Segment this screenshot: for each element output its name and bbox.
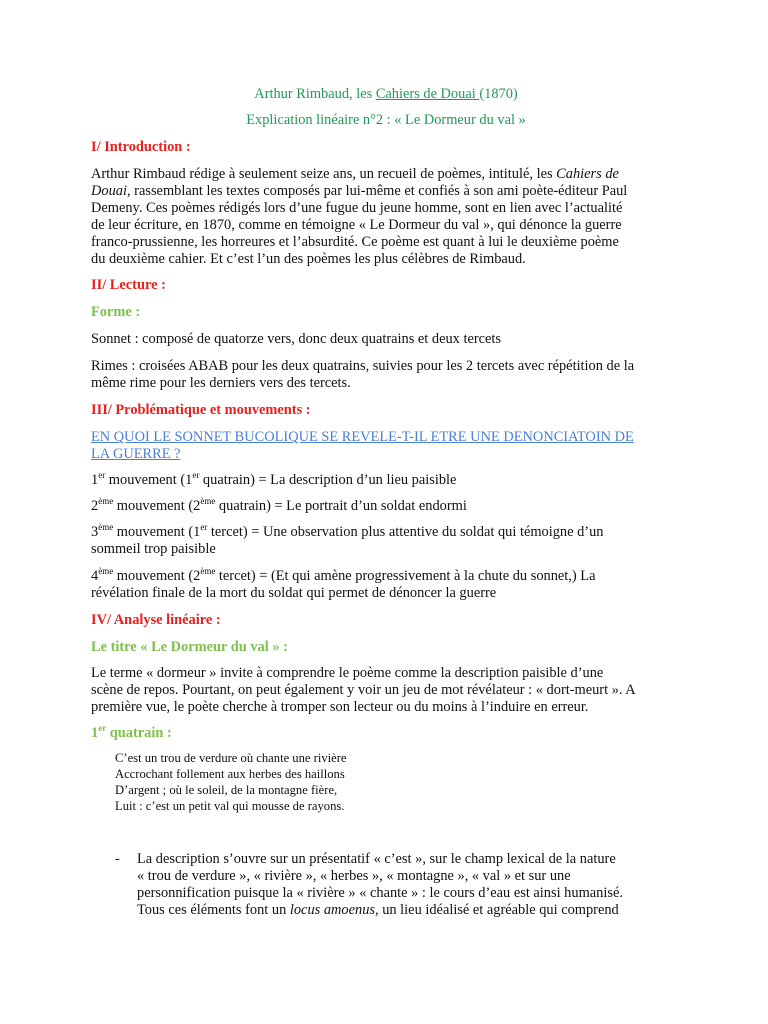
problematique-question[interactable]: LA GUERRE ? (91, 446, 181, 462)
heading-analyse: IV/ Analyse linéaire : (91, 612, 221, 628)
subheading-quatrain: 1er quatrain : (91, 723, 172, 741)
analysis-line: La description s’ouvre sur un présentatif « c’est », sur le champ lexical de la nature (137, 851, 616, 867)
titre-line: première vue, le poète cherche à tromper son lecteur ou du moins à l’induire en erreur. (91, 699, 589, 715)
subheading-titre: Le titre « Le Dormeur du val » : (91, 639, 288, 655)
mouvement-3-cont: sommeil trop paisible (91, 541, 216, 557)
document-subtitle: Explication linéaire n°2 : « Le Dormeur du val » (246, 112, 526, 128)
analysis-line: « trou de verdure », « rivière », « herbes », « montagne », « val » et sur une (137, 868, 571, 884)
mouvement-4-cont: révélation finale de la mort du soldat qui permet de dénoncer la guerre (91, 585, 497, 601)
poem-verse: C’est un trou de verdure où chante une rivière (115, 751, 347, 765)
mouvement-3: 3ème mouvement (1er tercet) = Une observation plus attentive du soldat qui témoigne d’un (91, 522, 604, 540)
heading-lecture: II/ Lecture : (91, 277, 166, 293)
poem-verse: Luit : c’est un petit val qui mousse de rayons. (115, 799, 345, 813)
intro-line: de leur écriture, en 1870, comme en témoigne « Le Dormeur du val », qui dénonce la guerre (91, 217, 622, 233)
document-title: Arthur Rimbaud, les Cahiers de Douai (1870) (254, 86, 518, 102)
intro-line: Demeny. Ces poèmes rédigés lors d’une fugue du jeune homme, sont en lien avec l’actualité (91, 200, 623, 216)
subheading-forme: Forme : (91, 304, 141, 320)
title-link[interactable]: Cahiers de Douai (375, 86, 480, 102)
intro-line: franco-prussienne, les horreures et l’absurdité. Ce poème est quant à lui le deuxième poème (91, 234, 619, 250)
poem-verse: Accrochant follement aux herbes des haillons (115, 767, 345, 781)
analysis-line: Tous ces éléments font un locus amoenus, un lieu idéalisé et agréable qui comprend (137, 902, 619, 918)
titre-line: scène de repos. Pourtant, on peut également y voir un jeu de mot révélateur : « dort-meurt ». A (91, 682, 636, 698)
titre-line: Le terme « dormeur » invite à comprendre le poème comme la description paisible d’une (91, 665, 604, 681)
heading-problematique: III/ Problématique et mouvements : (91, 402, 311, 418)
intro-line: Arthur Rimbaud rédige à seulement seize ans, un recueil de poèmes, intitulé, les Cahiers de (91, 166, 619, 182)
problematique-question[interactable]: EN QUOI LE SONNET BUCOLIQUE SE REVELE-T-IL ETRE UNE DENONCIATOIN DE (91, 429, 634, 445)
intro-line: du deuxième cahier. Et c’est l’un des poèmes les plus célèbres de Rimbaud. (91, 251, 526, 267)
mouvement-1: 1er mouvement (1er quatrain) = La description d’un lieu paisible (91, 470, 457, 488)
poem-verse: D’argent ; où le soleil, de la montagne fière, (115, 783, 338, 797)
bullet-dash: - (115, 851, 120, 867)
mouvement-2: 2ème mouvement (2ème quatrain) = Le portrait d’un soldat endormi (91, 496, 467, 514)
mouvement-4: 4ème mouvement (2ème tercet) = (Et qui amène progressivement à la chute du sonnet,) La (91, 566, 596, 584)
intro-line: Douai, rassemblant les textes composés par lui-même et confiés à son ami poète-éditeur Paul (91, 183, 628, 199)
sonnet-line: Sonnet : composé de quatorze vers, donc deux quatrains et deux tercets (91, 331, 501, 347)
heading-introduction: I/ Introduction : (91, 139, 191, 155)
rimes-line: même rime pour les derniers vers des tercets. (91, 375, 351, 391)
analysis-line: personnification puisque la « rivière » « chante » : le cours d’eau est ainsi humanisé. (137, 885, 623, 901)
rimes-line: Rimes : croisées ABAB pour les deux quatrains, suivies pour les 2 tercets avec répétition de la (91, 358, 635, 374)
